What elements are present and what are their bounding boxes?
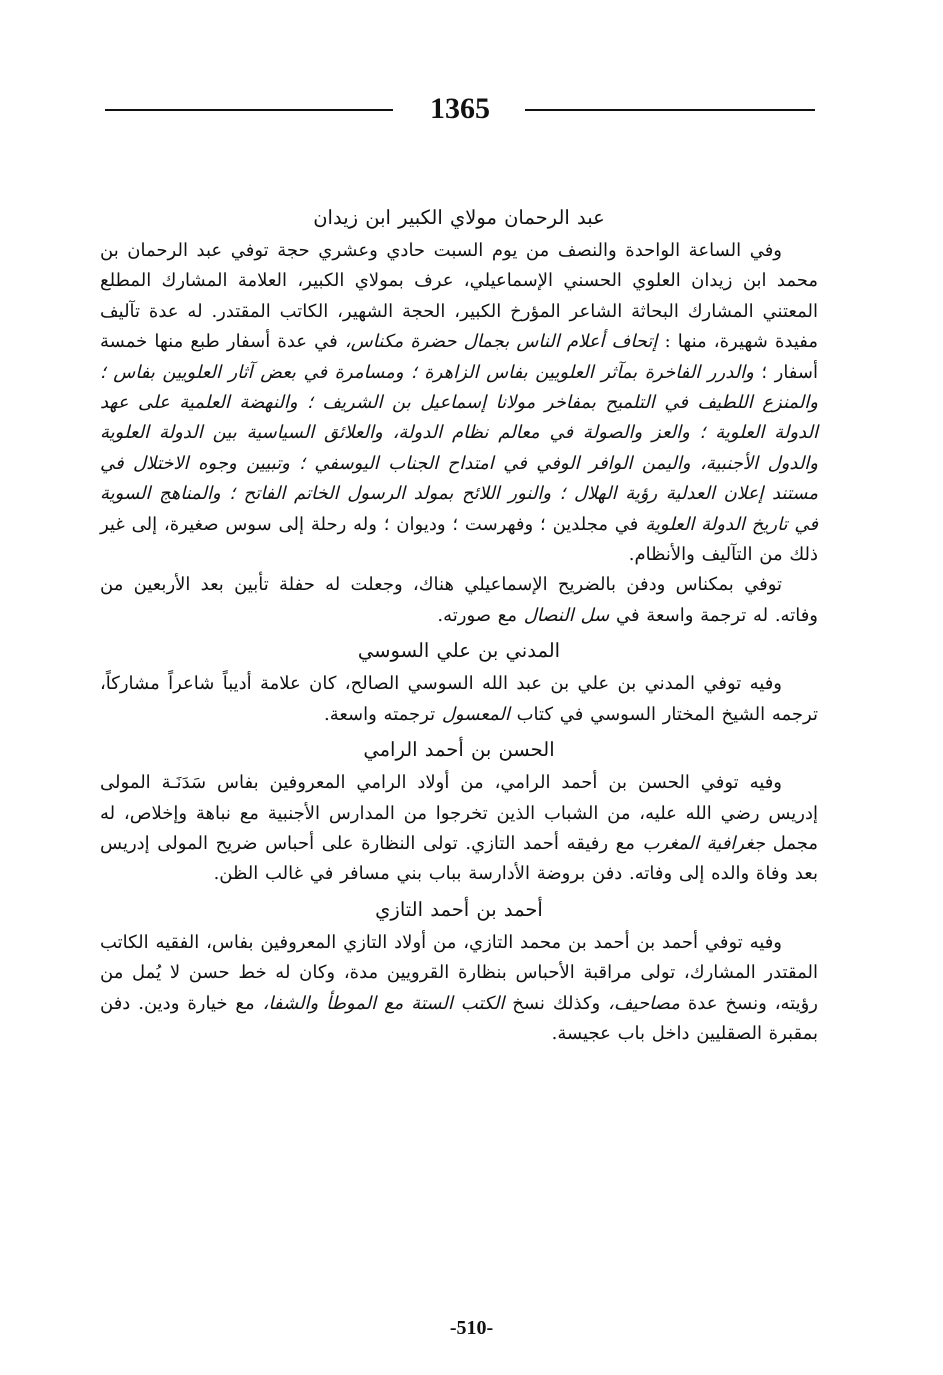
paragraph-text: مع صورته. (437, 604, 524, 626)
page-number: 1365 (430, 92, 490, 125)
book-title: الكتب الستة مع الموطأ والشفا، (262, 992, 505, 1014)
page-header (105, 85, 815, 135)
paragraph-text: في عدة أسفار طبع منها خمسة أسفار ؛ (100, 331, 818, 383)
paragraph-tazi (100, 928, 818, 1050)
paragraph-text: وفيه توفي المدني بن علي بن عبد الله السوسي الصالح، كان علامة أديباً شاعراً مشاركاً، ترجمه الشيخ المختار السوسي في كتاب (100, 673, 818, 725)
book-titles-list: والدرر الفاخرة بمآثر العلويين بفاس الزاهرة ؛ ومسامرة في بعض آثار العلويين بفاس ؛ والمنزع اللطيف في التلميح بمفاخر مولانا إسماعيل بن الشريف ؛ والنهضة العلمية على عهد الدولة العلوية ؛ والعز والصولة في معالم نظام الدولة، والعلائق السياسية بين الدولة العلوية والدول الأجنبية، واليمن الوافر الوفي في امتداح الجناب اليوسفي ؛ وتبيين وجوه الاختلال في مستند إعلان العدلية رؤية الهلال ؛ والنور اللائح بمولد الرسول الخاتم الفاتح ؛ والمناهج السوية في تاريخ الدولة العلوية (100, 361, 818, 535)
paragraph-text: وفيه توفي أحمد بن أحمد بن محمد التازي، من أولاد التازي المعروفين بفاس، الفقيه الكاتب المقتدر المشارك، تولى مراقبة الأحباس بنظارة القرويين مدة، وكان له خط حسن لا يُمل من رؤيته، ونسخ عدة (100, 931, 818, 1014)
section-title-abderrahman: عبد الرحمان مولاي الكبير ابن زيدان (313, 206, 605, 229)
paragraph-text: وفيه توفي الحسن بن أحمد الرامي، من أولاد الرامي المعروفين بفاس سَدَنَـة المولى إدريس رضي الله عليه، من الشباب الذين تخرجوا من المدارس الأجنبية مع نباهة وإخلاص، له مجمل (100, 772, 818, 854)
paragraph-text: وكذلك نسخ (504, 992, 609, 1014)
section-title-tazi: أحمد بن أحمد التازي (375, 897, 543, 921)
header-rule-right (525, 109, 815, 111)
book-title: إتحاف أعلام الناس بجمال حضرة مكناس، (344, 331, 658, 353)
italic-term: مصاحيف، (608, 992, 680, 1014)
paragraph-rami (100, 768, 818, 890)
section-title-madani: المدني بن علي السوسي (357, 639, 561, 663)
book-title: جغرافية المغرب (642, 832, 766, 854)
paragraph-text: مع خيارة ودين. دفن بمقبرة الصقليين داخل باب عجيسة. (100, 992, 818, 1044)
page-footer-number: -510- (449, 1317, 494, 1339)
section-title-rami: الحسن بن أحمد الرامي (363, 738, 555, 762)
paragraph-text: توفي بمكناس ودفن بالضريح الإسماعيلي هناك، وجعلت له حفلة تأبين بعد الأربعين من وفاته. له ترجمة واسعة في (100, 574, 818, 626)
paragraph-abderrahman-1 (100, 236, 818, 570)
book-title: المعسول (441, 703, 510, 725)
paragraph-madani (100, 669, 818, 730)
paragraph-text: مع رفيقه أحمد التازي. تولى النظارة على أحباس ضريح المولى إدريس بعد وفاة والده إلى وفاته. دفن بروضة الأدارسة بباب بني مسافر في غالب الظن. (100, 832, 818, 885)
paragraph-text: في مجلدين ؛ وفهرست ؛ وديوان ؛ وله رحلة إلى سوس صغيرة، إلى غير ذلك من التآليف والأنظام. (100, 513, 818, 566)
paragraph-abderrahman-2 (100, 570, 818, 631)
paragraph-text: ترجمته واسعة. (324, 703, 442, 725)
page-body (100, 198, 818, 1049)
book-title: سل النصال (523, 604, 610, 626)
paragraph-text: وفي الساعة الواحدة والنصف من يوم السبت حادي وعشري حجة توفي عبد الرحمان بن محمد ابن زيدان العلوي الحسني الإسماعيلي، عرف بمولاي الكبير، العلامة المشارك المطلع المعتني المشارك البحاثة الشاعر المؤرخ الكبير، الحجة الشهير، الكاتب المقتدر. له عدة تآليف مفيدة شهيرة، منها : (100, 240, 818, 353)
